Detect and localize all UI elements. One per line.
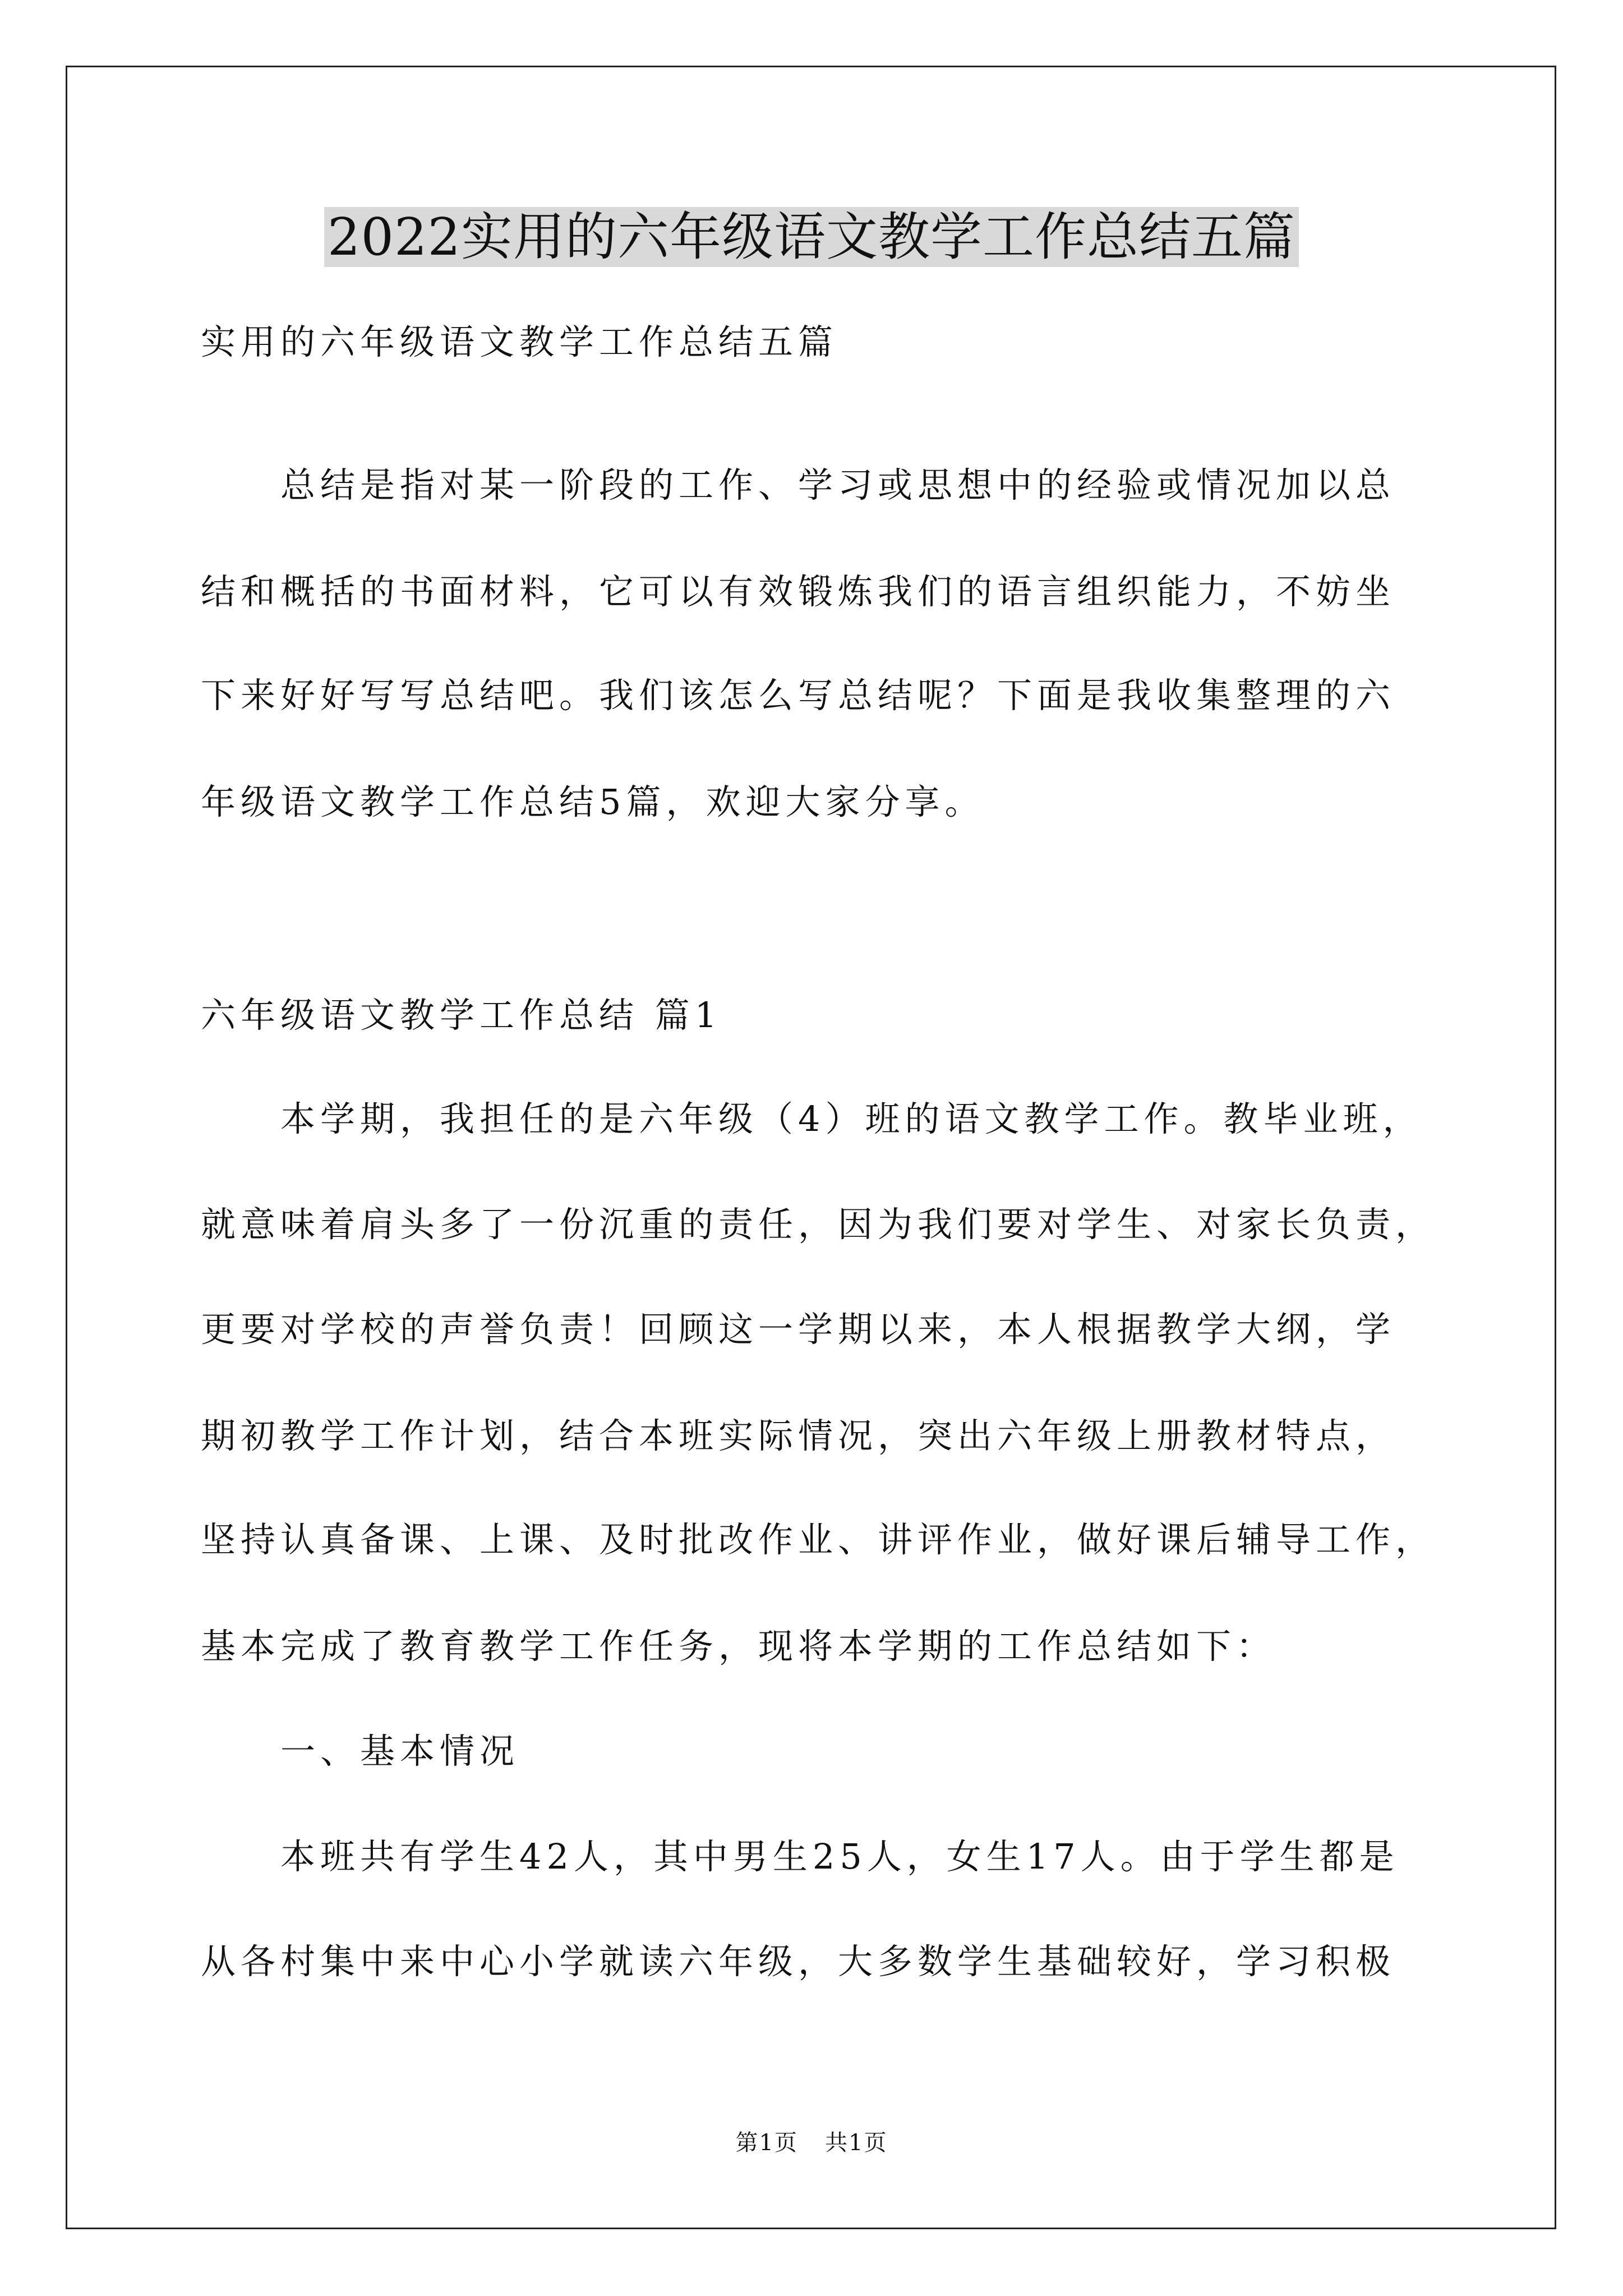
intro-line-4: 年级语文教学工作总结5篇，欢迎大家分享。: [201, 781, 985, 822]
section-heading: 六年级语文教学工作总结 篇1: [201, 995, 722, 1036]
subheading-basic-situation: 一、基本情况: [201, 1731, 520, 1772]
section-line-3: 更要对学校的声誉负责！回顾这一学期以来，本人根据教学大纲，学: [201, 1309, 1396, 1350]
page-border: [66, 66, 1556, 2229]
section-line-2: 就意味着肩头多了一份沉重的责任，因为我们要对学生、对家长负责，: [201, 1204, 1436, 1245]
page-footer: [0, 2126, 1623, 2160]
document-title-text: 2022实用的六年级语文教学工作总结五篇: [324, 207, 1299, 267]
section-line-4: 期初教学工作计划，结合本班实际情况，突出六年级上册教材特点，: [201, 1415, 1396, 1456]
section-line-6: 基本完成了教育教学工作任务，现将本学期的工作总结如下：: [201, 1626, 1276, 1667]
footer-page-current: 第1页: [735, 2130, 798, 2156]
section-line-5: 坚持认真备课、上课、及时批改作业、讲评作业，做好课后辅导工作，: [201, 1519, 1436, 1560]
basic-line-1: 本班共有学生42人，其中男生25人，女生17人。由于学生都是: [201, 1836, 1399, 1877]
intro-line-1: 总结是指对某一阶段的工作、学习或思想中的经验或情况加以总: [201, 464, 1396, 505]
document-title: [0, 201, 1623, 274]
intro-line-2: 结和概括的书面材料，它可以有效锻炼我们的语言组织能力，不妨坐: [201, 571, 1396, 612]
section-line-1: 本学期，我担任的是六年级（4）班的语文教学工作。教毕业班，: [201, 1098, 1423, 1139]
basic-line-2: 从各村集中来中心小学就读六年级，大多数学生基础较好，学习积极: [201, 1941, 1396, 1982]
document-subtitle: 实用的六年级语文教学工作总结五篇: [201, 321, 838, 362]
footer-page-total: 共1页: [825, 2130, 888, 2156]
intro-line-3: 下来好好写写总结吧。我们该怎么写总结呢？下面是我收集整理的六: [201, 675, 1396, 716]
